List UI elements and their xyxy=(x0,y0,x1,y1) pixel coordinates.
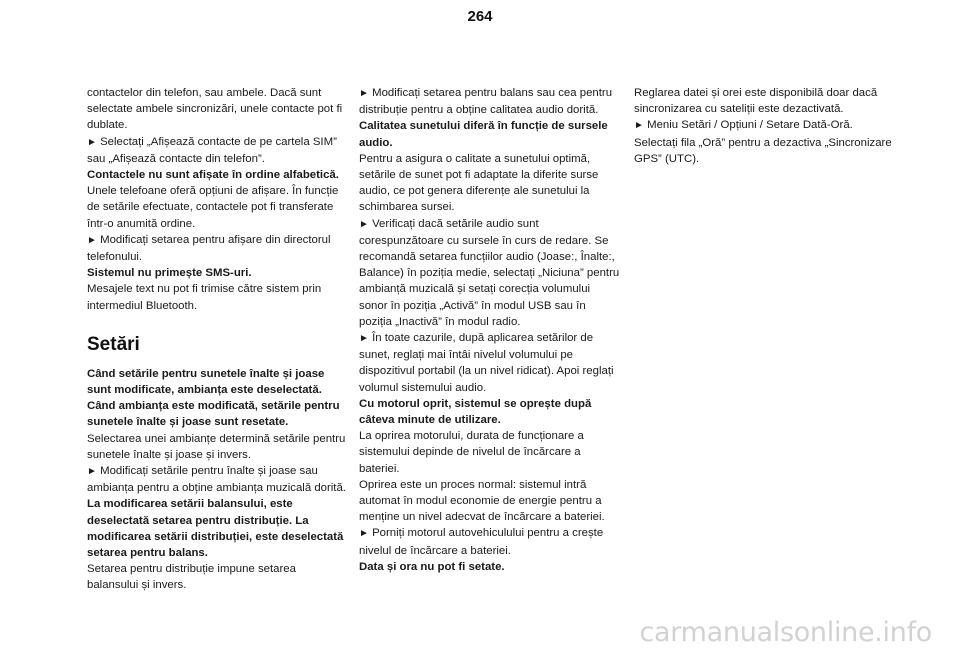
page-number: 264 xyxy=(467,8,493,25)
text-column-1 xyxy=(87,85,349,594)
arrow-bullet-icon: ► xyxy=(359,528,369,540)
body-paragraph: Selectarea unei ambianțe determină setările pentru sunetele înalte și joase și invers. xyxy=(87,432,346,461)
arrow-bullet-icon: ► xyxy=(359,218,369,230)
bullet-text: Porniți motorul autovehiculului pentru a crește nivelul de încărcare a bateriei. xyxy=(359,527,604,557)
arrow-bullet-icon: ► xyxy=(87,136,97,148)
watermark-text: carmanualsonline.info xyxy=(639,617,932,648)
bold-subheading: Data și ora nu pot fi setate. xyxy=(359,560,505,573)
bullet-paragraph xyxy=(359,85,621,118)
body-paragraph: Unele telefoane oferă opțiuni de afișare. În funcție de setările efectuate, contactele pot fi transferate într-o anumită ordine. xyxy=(87,185,339,230)
bold-subheading: Contactele nu sunt afișate în ordine alfabetică. xyxy=(87,169,339,182)
bold-subheading: Calitatea sunetului diferă în funcție de sursele audio. xyxy=(359,120,608,149)
bullet-paragraph xyxy=(87,232,349,265)
bullet-text: Modificați setarea pentru balans sau cea pentru distribuție pentru a obține calitatea audio dorită. xyxy=(359,87,613,117)
bold-subheading: Când setările pentru sunetele înalte și joase sunt modificate, ambianța este deselectată. Când ambianța este modificată, setările pentru sunetele înalte și joase sunt resetate. xyxy=(87,367,340,429)
body-paragraph: La oprirea motorului, durata de funcționare a sistemului depinde de nivelul de încărcare a bateriei. xyxy=(359,430,584,475)
arrow-bullet-icon: ► xyxy=(87,234,97,246)
section-heading: Setări xyxy=(87,333,140,355)
bullet-paragraph xyxy=(87,463,349,496)
body-paragraph: Reglarea datei și orei este disponibilă doar dacă sincronizarea cu sateliții este dezactivată. xyxy=(634,87,878,116)
bullet-text: Modificați setările pentru înalte și joase sau ambianța pentru a obține ambianța muzicală dorită. xyxy=(87,465,346,495)
body-paragraph: Pentru a asigura o calitate a sunetului optimă, setările de sunet pot fi adaptate la diferite surse audio, ce pot genera diferențe ale sunetului la schimbarea sursei. xyxy=(359,152,599,214)
body-paragraph: contactelor din telefon, sau ambele. Dacă sunt selectate ambele sincronizări, unele contacte pot fi dublate. xyxy=(87,87,343,132)
body-paragraph: Oprirea este un proces normal: sistemul intră automat în modul economie de energie pentru a menține un nivel adecvat de încărcare a bateriei. xyxy=(359,478,605,524)
text-column-2 xyxy=(359,85,621,575)
bullet-text: Verificați dacă setările audio sunt corespunzătoare cu sursele în curs de redare. Se recomandă setarea funcțiilor audio (Joase:, Înalte:, Balance) în poziția medie, selectați „Niciuna” pentru ambianță muzicală și setați corecția volumului sonor în poziția „Activă” în modul USB sau în poziția „Inactivă” în modul radio. xyxy=(359,217,620,328)
body-paragraph: Mesajele text nu pot fi trimise către sistem prin intermediul Bluetooth. xyxy=(87,283,322,312)
bullet-text: Modificați setarea pentru afișare din directorul telefonului. xyxy=(87,233,331,264)
bold-subheading: La modificarea setării balansului, este deselectată setarea pentru distribuție. La modificarea setării distribuției, este deselectată setarea pentru balans. xyxy=(87,498,344,560)
bullet-paragraph xyxy=(359,216,621,330)
bullet-text: În toate cazurile, după aplicarea setărilor de sunet, reglați mai întâi nivelul volumului pe dispozitivul portabil (la un nivel ridicat). Apoi reglați volumul sistemului audio. xyxy=(359,332,614,394)
bold-subheading: Cu motorul oprit, sistemul se oprește după câteva minute de utilizare. xyxy=(359,397,592,427)
bullet-text: Meniu Setări / Opțiuni / Setare Dată-Oră. Selectați fila „Oră” pentru a dezactiva „Sincronizare GPS” (UTC). xyxy=(634,119,892,165)
arrow-bullet-icon: ► xyxy=(87,466,97,478)
bullet-paragraph xyxy=(634,117,896,167)
bold-subheading: Sistemul nu primește SMS-uri. xyxy=(87,267,252,280)
arrow-bullet-icon: ► xyxy=(359,333,369,345)
bullet-paragraph xyxy=(87,134,349,167)
arrow-bullet-icon: ► xyxy=(359,88,369,99)
bullet-paragraph xyxy=(359,330,621,396)
arrow-bullet-icon: ► xyxy=(634,120,644,132)
text-column-3 xyxy=(634,85,896,167)
bullet-paragraph xyxy=(359,525,621,558)
body-paragraph: Setarea pentru distribuție impune setarea balansului și invers. xyxy=(87,563,296,592)
bullet-text: Selectați „Afișează contacte de pe cartela SIM” sau „Afișează contacte din telefon”. xyxy=(87,135,337,165)
